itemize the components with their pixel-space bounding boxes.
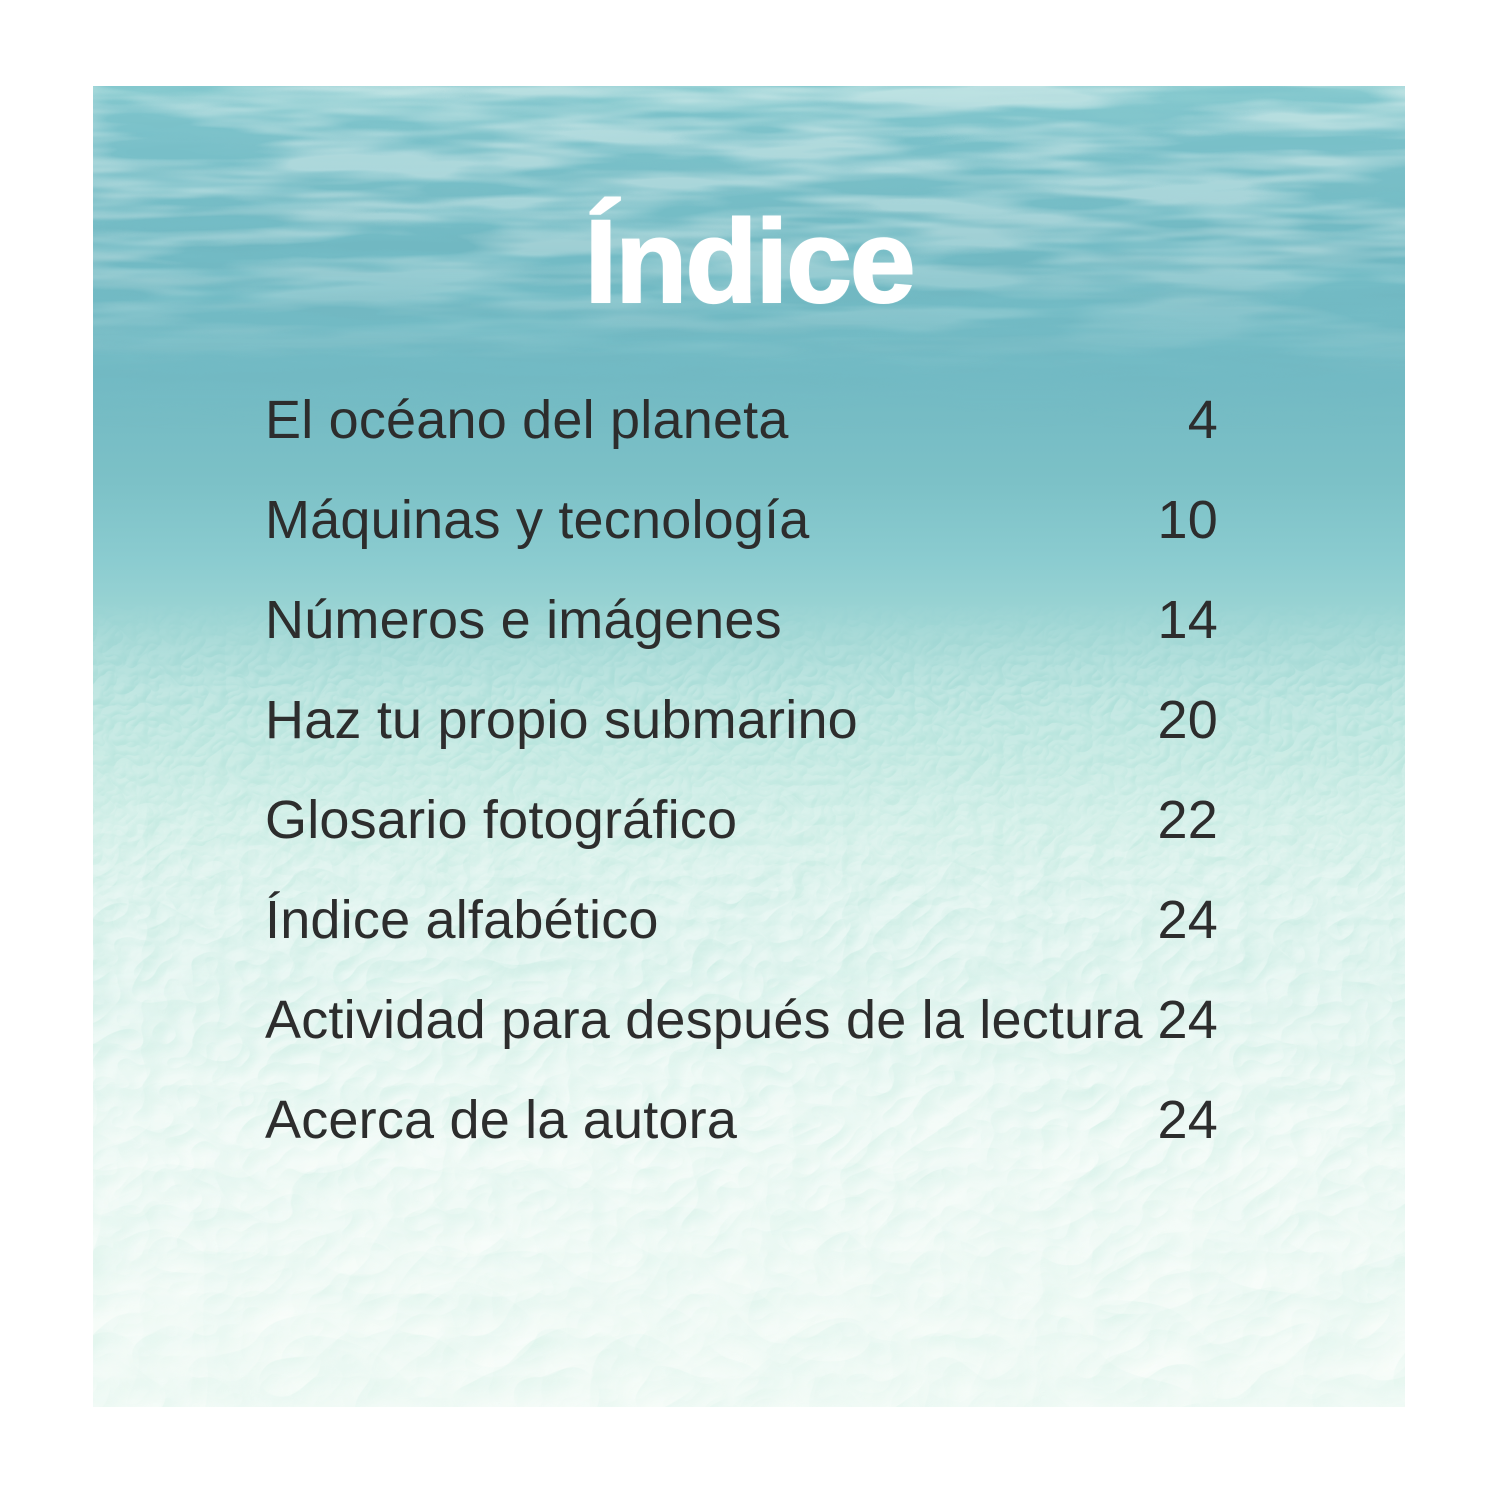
toc-entry-page: 24 [1157, 1090, 1218, 1150]
page-title: Índice [584, 196, 914, 328]
toc-entry-label: Índice alfabético [265, 890, 659, 950]
toc-entry [265, 670, 1218, 770]
toc-entry [265, 970, 1218, 1070]
toc-entry [265, 370, 1218, 470]
toc-entry-page: 22 [1157, 790, 1218, 850]
toc-entry-page: 4 [1187, 390, 1218, 450]
toc-entry-label: Actividad para después de la lectura [265, 990, 1143, 1050]
toc-entry [265, 570, 1218, 670]
toc-entry-page: 20 [1157, 690, 1218, 750]
toc-entry [265, 1070, 1218, 1170]
toc-entry-label: Números e imágenes [265, 590, 782, 650]
toc-entry-label: Máquinas y tecnología [265, 490, 810, 550]
toc-entry-page: 24 [1157, 890, 1218, 950]
toc-entry-label: El océano del planeta [265, 390, 789, 450]
toc-entry-label: Haz tu propio submarino [265, 690, 858, 750]
toc-list [265, 370, 1218, 1170]
toc-entry-label: Acerca de la autora [265, 1090, 738, 1150]
toc-entry-label: Glosario fotográfico [265, 790, 738, 850]
toc-entry-page: 14 [1157, 590, 1218, 650]
toc-entry [265, 870, 1218, 970]
toc-entry-page: 10 [1157, 490, 1218, 550]
toc-entry [265, 470, 1218, 570]
toc-entry-page: 24 [1157, 990, 1218, 1050]
toc-entry [265, 770, 1218, 870]
underwater-photo [93, 86, 1405, 1407]
